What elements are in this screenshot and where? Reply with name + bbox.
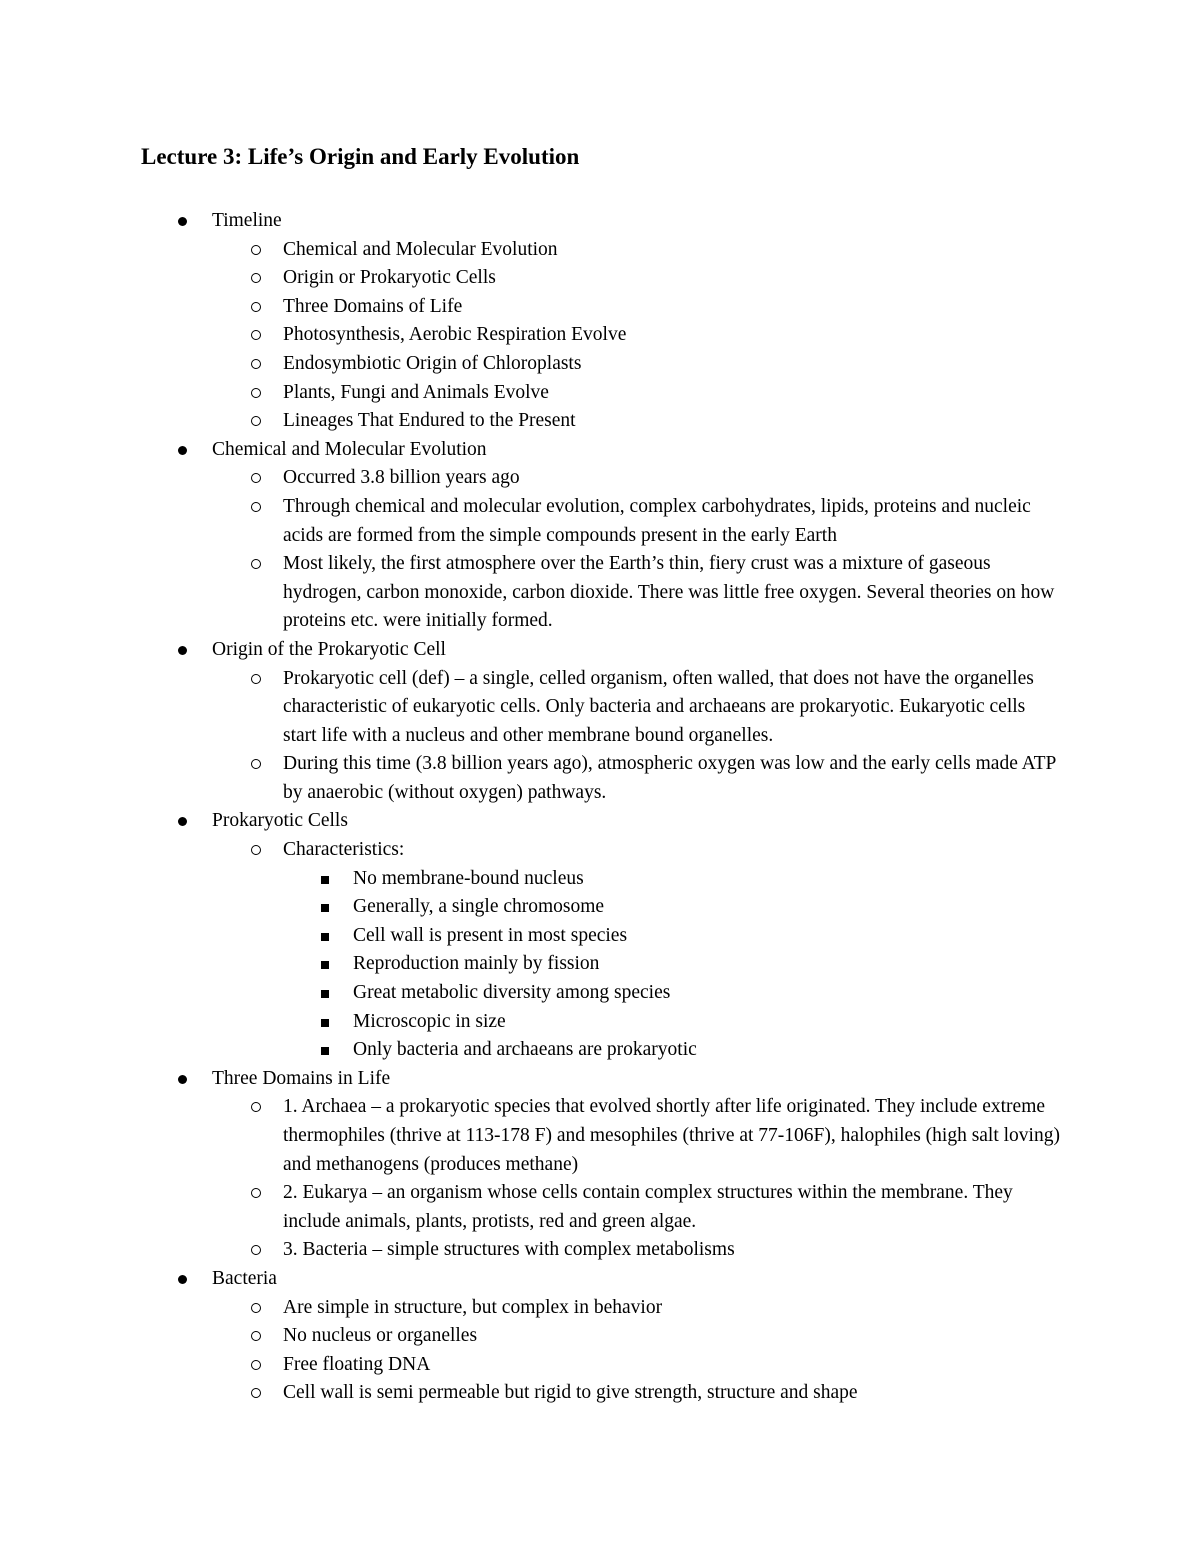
outline-subsubitem <box>0 979 1200 1008</box>
outline-item-text: Plants, Fungi and Animals Evolve <box>283 381 549 403</box>
hollow-circle-bullet-icon <box>246 1236 266 1266</box>
outline-item-text: Prokaryotic Cells <box>212 810 348 832</box>
hollow-circle-bullet-icon <box>246 665 266 695</box>
outline-heading-item <box>0 436 1200 465</box>
hollow-circle-bullet-icon <box>246 1093 266 1123</box>
outline-subitem <box>0 1093 1200 1179</box>
outline-subitem <box>0 321 1200 350</box>
outline-item-text: Timeline <box>212 210 282 231</box>
hollow-circle-bullet-icon <box>246 1379 266 1409</box>
outline-subsubitem <box>0 950 1200 979</box>
outline-item-text: Prokaryotic cell (def) – a single, celled organism, often walled, that does not have the organelles characteristic of eukaryotic cells. Only bacteria and archaeans are prokaryotic. Eukaryotic cells start life with a nucleus and other membrane bound organelles. <box>283 667 1034 746</box>
outline-subitem <box>0 1236 1200 1265</box>
square-bullet-icon <box>315 979 335 1009</box>
square-bullet-icon <box>315 893 335 923</box>
outline-subitem <box>0 750 1200 807</box>
outline-subitem <box>0 1379 1200 1408</box>
outline-subitem <box>0 1322 1200 1351</box>
hollow-circle-bullet-icon <box>246 464 266 494</box>
hollow-circle-bullet-icon <box>246 750 266 780</box>
hollow-circle-bullet-icon <box>246 836 266 866</box>
outline-item-text: Three Domains in Life <box>212 1067 391 1089</box>
square-bullet-icon <box>315 1008 335 1038</box>
outline-subsubitem <box>0 1036 1200 1065</box>
outline-heading-item <box>0 207 1200 236</box>
filled-circle-bullet-icon <box>172 207 192 238</box>
outline-item-text: Microscopic in size <box>353 1010 506 1032</box>
square-bullet-icon <box>315 950 335 980</box>
outline-item-text: Chemical and Molecular Evolution <box>283 238 558 260</box>
outline-subitem <box>0 665 1200 751</box>
outline-subitem <box>0 493 1200 550</box>
hollow-circle-bullet-icon <box>246 550 266 580</box>
hollow-circle-bullet-icon <box>246 293 266 323</box>
lecture-outline <box>0 207 1200 1408</box>
outline-subsubitem <box>0 1008 1200 1037</box>
outline-heading-item <box>0 636 1200 665</box>
square-bullet-icon <box>315 1036 335 1066</box>
outline-item-text: Occurred 3.8 billion years ago <box>283 467 520 489</box>
square-bullet-icon <box>315 865 335 895</box>
hollow-circle-bullet-icon <box>246 350 266 380</box>
outline-heading-item <box>0 1065 1200 1094</box>
filled-circle-bullet-icon <box>172 1065 192 1096</box>
outline-item-text: Through chemical and molecular evolution, complex carbohydrates, lipids, proteins and nucleic acids are formed from the simple compounds present in the early Earth <box>283 495 1031 546</box>
hollow-circle-bullet-icon <box>246 1322 266 1352</box>
filled-circle-bullet-icon <box>172 807 192 838</box>
hollow-circle-bullet-icon <box>246 1179 266 1209</box>
outline-subitem <box>0 550 1200 636</box>
outline-subitem <box>0 407 1200 436</box>
outline-item-text: No nucleus or organelles <box>283 1325 478 1347</box>
square-bullet-icon <box>315 922 335 952</box>
outline-subitem <box>0 1179 1200 1236</box>
filled-circle-bullet-icon <box>172 436 192 467</box>
outline-subitem <box>0 1351 1200 1380</box>
outline-subitem <box>0 350 1200 379</box>
outline-item-text: During this time (3.8 billion years ago), atmospheric oxygen was low and the early cells made ATP by anaerobic (without oxygen) pathways. <box>283 753 1056 803</box>
outline-heading-item <box>0 807 1200 836</box>
outline-item-text: Origin of the Prokaryotic Cell <box>212 638 446 660</box>
hollow-circle-bullet-icon <box>246 407 266 437</box>
outline-item-text: Are simple in structure, but complex in behavior <box>283 1296 663 1318</box>
outline-item-text: Most likely, the first atmosphere over the Earth’s thin, fiery crust was a mixture of gaseous hydrogen, carbon monoxide, carbon dioxide. There was little free oxygen. Several theories on how proteins etc. were initially formed. <box>283 553 1055 632</box>
outline-heading-item <box>0 1265 1200 1294</box>
outline-item-text: Cell wall is semi permeable but rigid to give strength, structure and shape <box>283 1382 858 1404</box>
hollow-circle-bullet-icon <box>246 379 266 409</box>
outline-item-text: 3. Bacteria – simple structures with complex metabolisms <box>283 1239 735 1261</box>
filled-circle-bullet-icon <box>172 1265 192 1296</box>
outline-item-text: Only bacteria and archaeans are prokaryotic <box>353 1039 697 1061</box>
outline-item-text: Free floating DNA <box>283 1353 431 1375</box>
outline-subsubitem <box>0 865 1200 894</box>
outline-item-text: Chemical and Molecular Evolution <box>212 438 487 460</box>
outline-subitem <box>0 464 1200 493</box>
hollow-circle-bullet-icon <box>246 236 266 266</box>
outline-item-text: Three Domains of Life <box>283 295 463 317</box>
outline-subsubitem <box>0 893 1200 922</box>
outline-item-text: Reproduction mainly by fission <box>353 953 600 975</box>
outline-item-text: Bacteria <box>212 1267 277 1289</box>
outline-subitem <box>0 293 1200 322</box>
outline-item-text: Origin or Prokaryotic Cells <box>283 267 496 289</box>
outline-item-text: Lineages That Endured to the Present <box>283 410 576 432</box>
outline-item-text: Great metabolic diversity among species <box>353 982 671 1004</box>
outline-subitem <box>0 379 1200 408</box>
outline-item-text: Cell wall is present in most species <box>353 924 628 946</box>
hollow-circle-bullet-icon <box>246 1294 266 1324</box>
outline-subitem <box>0 264 1200 293</box>
outline-item-text: Endosymbiotic Origin of Chloroplasts <box>283 352 582 374</box>
outline-subitem <box>0 236 1200 265</box>
outline-item-text: No membrane-bound nucleus <box>353 867 584 889</box>
filled-circle-bullet-icon <box>172 636 192 667</box>
outline-subitem <box>0 1294 1200 1323</box>
outline-item-text: 2. Eukarya – an organism whose cells contain complex structures within the membrane. They include animals, plants, protists, red and green algae. <box>283 1182 1013 1232</box>
outline-item-text: Characteristics: <box>283 839 405 861</box>
hollow-circle-bullet-icon <box>246 493 266 523</box>
outline-item-text: Photosynthesis, Aerobic Respiration Evolve <box>283 324 627 346</box>
outline-subitem <box>0 836 1200 865</box>
hollow-circle-bullet-icon <box>246 321 266 351</box>
outline-item-text: Generally, a single chromosome <box>353 896 605 918</box>
hollow-circle-bullet-icon <box>246 264 266 294</box>
outline-subsubitem <box>0 922 1200 951</box>
outline-item-text: 1. Archaea – a prokaryotic species that evolved shortly after life originated. They include extreme thermophiles (thrive at 113-178 F) and mesophiles (thrive at 77-106F), halophiles (high salt loving) and methanogens (produces methane) <box>283 1096 1060 1175</box>
lecture-title: Lecture 3: Life’s Origin and Early Evolution <box>141 144 580 169</box>
hollow-circle-bullet-icon <box>246 1351 266 1381</box>
